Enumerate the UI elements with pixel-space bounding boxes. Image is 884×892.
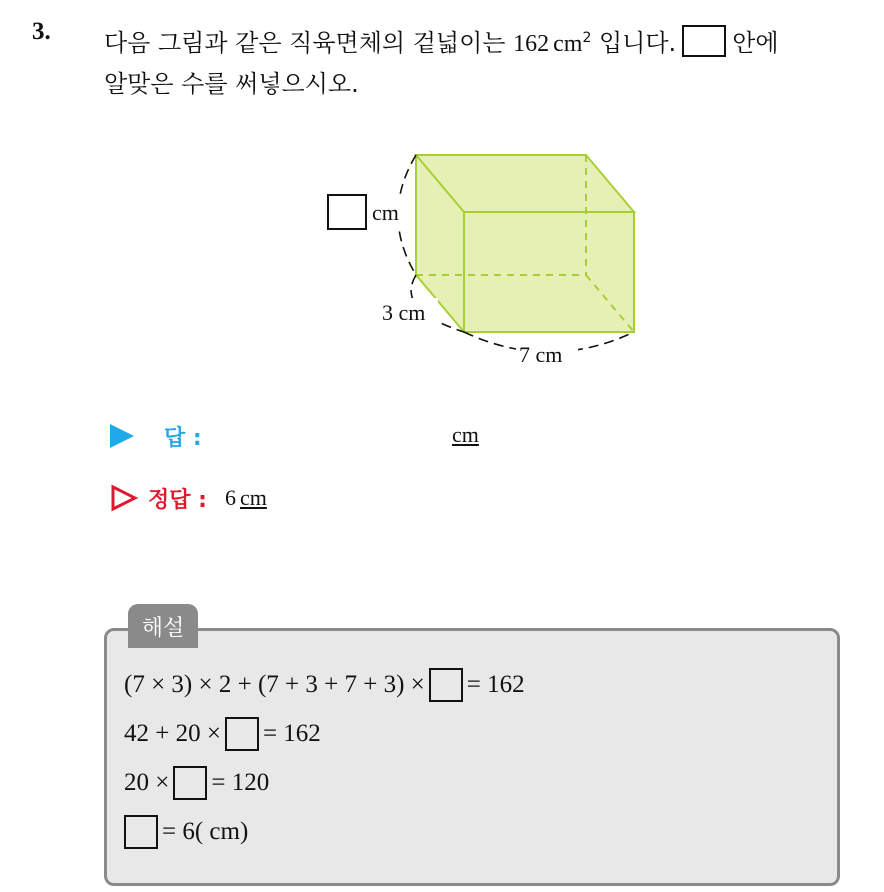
eq1-left: (7 × 3) × 2 + (7 + 3 + 7 + 3) × <box>124 671 425 698</box>
correct-answer-value <box>225 485 267 511</box>
outline-triangle-icon <box>110 484 138 512</box>
depth-label: 3 cm <box>382 300 426 325</box>
eq3-left: 20 × <box>124 769 170 796</box>
play-triangle-icon <box>110 424 134 448</box>
question-number: 3. <box>32 18 51 45</box>
correct-value-number: 6 <box>224 485 236 510</box>
eq4-blank-box-icon <box>124 815 158 849</box>
question-text-line2: 알맞은 수를 써넣으시오. <box>104 70 359 98</box>
answer-row <box>110 420 202 452</box>
eq3-right: = 120 <box>211 769 270 796</box>
question-text-part2: 입니다. <box>599 29 677 57</box>
answer-unit[interactable]: cm <box>452 422 479 447</box>
correct-value-unit: cm <box>239 485 267 510</box>
eq4-right: = 6( cm) <box>162 818 249 845</box>
eq1-right: = 162 <box>466 671 525 698</box>
eq2-blank-box-icon <box>225 717 259 751</box>
height-unit-label: cm <box>372 200 399 225</box>
eq2-right: = 162 <box>262 720 321 747</box>
correct-answer-row <box>110 480 267 516</box>
eq1-blank-box-icon <box>429 668 463 702</box>
question-text-part3: 안에 <box>732 29 779 57</box>
explanation-line-4 <box>124 815 248 849</box>
answer-label: 답 : <box>164 425 202 451</box>
cuboid-fill <box>416 155 634 332</box>
blank-box-icon <box>682 25 726 57</box>
question-text <box>104 18 864 104</box>
eq3-blank-box-icon <box>173 766 207 800</box>
area-exponent: 2 <box>582 30 592 46</box>
explanation-tag: 해설 <box>128 604 198 648</box>
area-value: 162 <box>513 31 550 57</box>
height-blank-box-icon <box>328 195 366 229</box>
cuboid-diagram <box>300 140 660 380</box>
width-label: 7 cm <box>519 342 563 367</box>
explanation-line-2 <box>124 717 321 751</box>
eq2-left: 42 + 20 × <box>124 720 221 747</box>
question-text-part1: 다음 그림과 같은 직육면체의 겉넓이는 <box>104 29 506 57</box>
area-unit: cm <box>553 31 583 57</box>
cuboid-figure <box>300 140 660 380</box>
explanation-line-3 <box>124 766 269 800</box>
correct-answer-label: 정답 : <box>148 487 207 513</box>
explanation-line-1 <box>124 668 525 702</box>
